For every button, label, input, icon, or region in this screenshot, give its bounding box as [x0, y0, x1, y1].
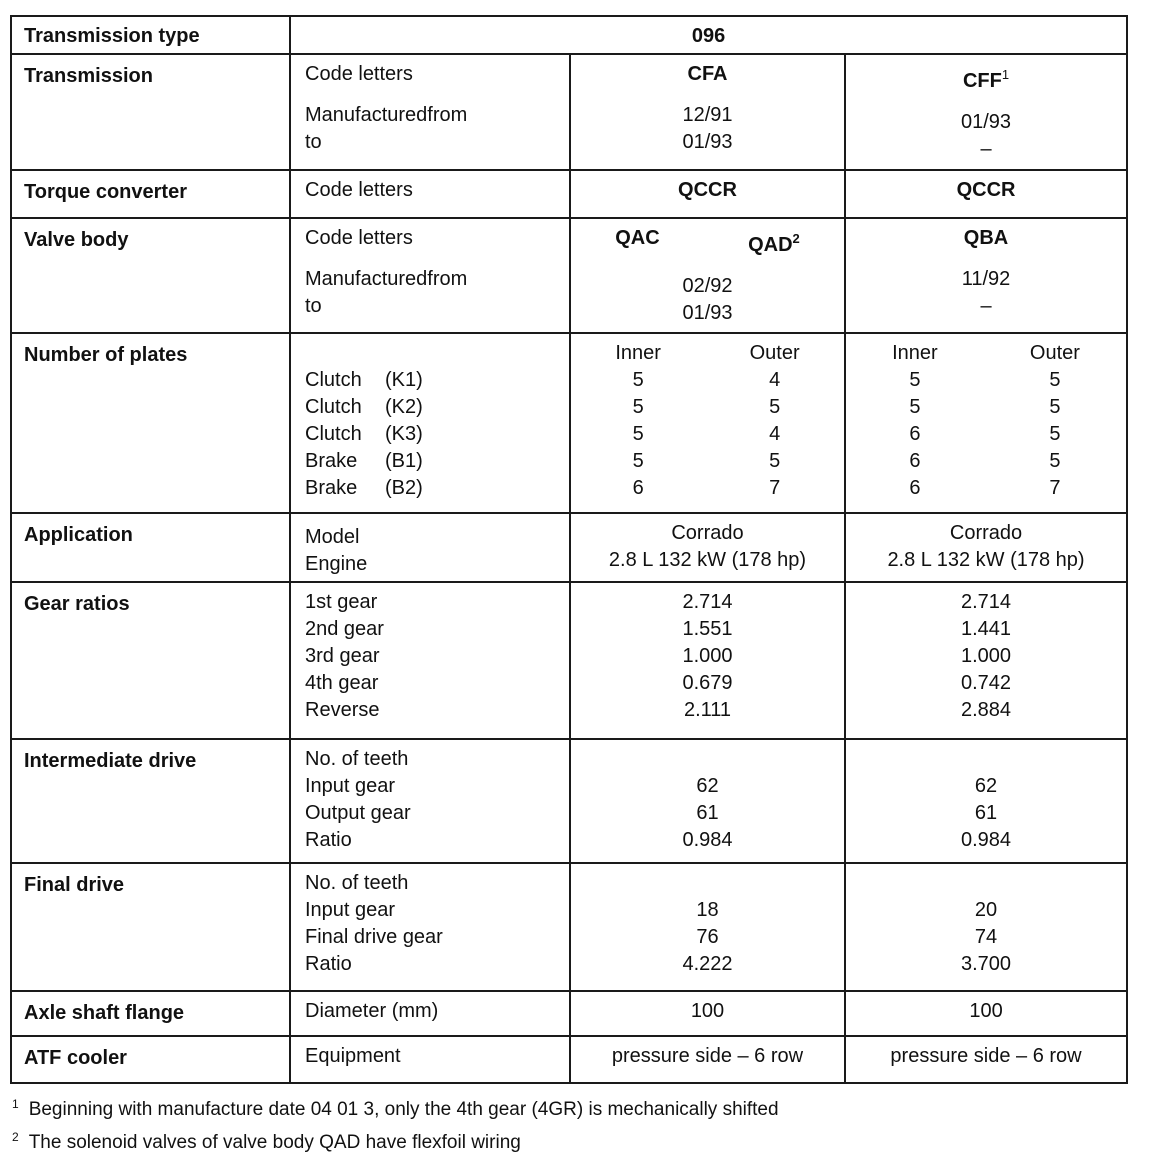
transmission-col2 [845, 54, 1127, 170]
plate-value: 5 [769, 449, 781, 472]
transmission-type-label: Transmission type [11, 16, 290, 54]
cff-to: – [980, 138, 992, 161]
plate-value: 5 [909, 368, 921, 391]
plate-value: 6 [909, 476, 921, 499]
plate-value: 5 [1049, 368, 1061, 391]
atf-cooler-label: Equipment [290, 1036, 570, 1083]
cff-from: 01/93 [960, 111, 1012, 134]
axle-flange-title: Axle shaft flange [11, 991, 290, 1036]
plates-col2 [845, 333, 1127, 514]
plate-value: 5 [909, 395, 921, 418]
atf-cooler-title: ATF cooler [11, 1036, 290, 1083]
cfa-to: 01/93 [682, 131, 733, 154]
drive-value: 20 [974, 899, 998, 922]
footnote-text: Beginning with manufacture date 04 01 3, only the 4th gear (4GR) is mechanically shifted [28, 1099, 779, 1120]
row-transmission [11, 54, 1127, 170]
engine-value: 2.8 L 132 kW (178 hp) [608, 549, 807, 572]
transmission-title: Transmission [11, 54, 290, 170]
row-transmission-type [11, 16, 1127, 54]
drive-value: 62 [974, 774, 998, 797]
gear-label: 4th gear [305, 671, 379, 694]
inner-header: Inner [892, 341, 938, 364]
gear-label: Reverse [305, 698, 380, 721]
drive-value: 18 [696, 899, 719, 922]
outer-header: Outer [1029, 341, 1080, 364]
plates-labels [290, 333, 570, 514]
torque-converter-title: Torque converter [11, 170, 290, 217]
code-qac: QAC [615, 226, 660, 249]
drive-value: 4.222 [682, 953, 733, 976]
plate-value: 6 [632, 476, 644, 499]
gear-ratio-labels [290, 582, 570, 739]
code-qad: QAD [748, 233, 793, 256]
drive-value: 62 [696, 774, 719, 797]
gear-ratio: 1.000 [682, 644, 733, 667]
plate-value: 7 [769, 476, 781, 499]
axle-flange-label: Diameter (mm) [290, 991, 570, 1036]
final-drive-labels [290, 863, 570, 990]
row-application [11, 513, 1127, 581]
plates-code: (B1) [385, 449, 423, 472]
plates-kind: Clutch [305, 395, 362, 418]
footnote-1 [12, 1097, 779, 1121]
intermediate-col2 [845, 739, 1127, 863]
row-torque-converter [11, 170, 1127, 217]
drive-label: Ratio [305, 953, 352, 976]
torque-converter-col2: QCCR [845, 170, 1127, 217]
valve-col1-from: 02/92 [682, 274, 733, 297]
valve-body-title: Valve body [11, 218, 290, 333]
footnote-number: 2 [12, 1130, 19, 1144]
valve-from-label: Manufacturedfrom [305, 267, 468, 290]
row-valve-body [11, 218, 1127, 333]
gear-ratios-col1 [570, 582, 845, 739]
engine-value: 2.8 L 132 kW (178 hp) [887, 549, 1085, 572]
gear-ratio: 1.000 [960, 644, 1012, 667]
valve-col1-to: 01/93 [682, 301, 733, 324]
final-drive-title: Final drive [11, 863, 290, 990]
engine-label: Engine [305, 553, 368, 576]
intermediate-labels [290, 739, 570, 863]
application-col1 [570, 513, 845, 581]
atf-cooler-col2: pressure side – 6 row [845, 1036, 1127, 1083]
axle-flange-col2: 100 [845, 991, 1127, 1036]
gear-ratio: 2.714 [682, 590, 733, 613]
plate-value: 5 [1049, 422, 1061, 445]
final-drive-col1 [570, 863, 845, 990]
teeth-label: No. of teeth [305, 747, 409, 770]
plate-value: 4 [769, 368, 781, 391]
gear-ratio: 0.679 [682, 671, 733, 694]
valve-to-label: to [305, 294, 322, 317]
footnote-2 [12, 1130, 521, 1154]
footnote-ref-2: 2 [792, 230, 800, 246]
valve-body-col2 [845, 218, 1127, 333]
cfa-from: 12/91 [682, 104, 733, 127]
row-atf-cooler [11, 1036, 1127, 1083]
drive-label: Output gear [305, 801, 411, 824]
outer-header: Outer [749, 341, 800, 364]
plates-code: (K2) [385, 395, 423, 418]
application-col2 [845, 513, 1127, 581]
drive-value: 3.700 [960, 953, 1012, 976]
gear-ratio: 2.714 [960, 590, 1012, 613]
application-title: Application [11, 513, 290, 581]
gear-label: 2nd gear [305, 617, 384, 640]
gear-ratio: 1.551 [682, 617, 733, 640]
row-final-drive [11, 863, 1127, 990]
final-drive-col2 [845, 863, 1127, 990]
axle-flange-col1: 100 [570, 991, 845, 1036]
plate-value: 6 [909, 422, 921, 445]
plate-value: 5 [632, 368, 644, 391]
plates-kind: Clutch [305, 368, 362, 391]
gear-label: 3rd gear [305, 644, 380, 667]
gear-ratios-col2 [845, 582, 1127, 739]
gear-ratio: 0.742 [960, 671, 1012, 694]
gear-ratio: 2.884 [960, 698, 1012, 721]
teeth-label: No. of teeth [305, 872, 409, 895]
gear-ratio: 2.111 [683, 698, 732, 721]
footnote-ref-1: 1 [1001, 67, 1010, 83]
model-value: Corrado [949, 522, 1023, 545]
plate-value: 5 [769, 395, 781, 418]
code-cfa: CFA [687, 63, 728, 86]
row-number-of-plates [11, 333, 1127, 514]
model-value: Corrado [671, 522, 744, 545]
torque-converter-col1: QCCR [570, 170, 845, 217]
code-qba: QBA [963, 226, 1009, 249]
plate-value: 5 [1049, 449, 1061, 472]
intermediate-drive-title: Intermediate drive [11, 739, 290, 863]
atf-cooler-col1: pressure side – 6 row [570, 1036, 845, 1083]
drive-label: Final drive gear [305, 926, 443, 949]
valve-col2-from: 11/92 [961, 267, 1011, 290]
plates-title: Number of plates [11, 333, 290, 514]
plate-value: 5 [1049, 395, 1061, 418]
code-letters-label: Code letters [305, 63, 413, 86]
model-label: Model [305, 526, 360, 549]
transmission-labels [290, 54, 570, 170]
inner-header: Inner [615, 341, 661, 364]
row-axle-shaft-flange [11, 991, 1127, 1036]
plates-code: (K3) [385, 422, 423, 445]
code-cff: CFF [962, 70, 1002, 93]
gear-label: 1st gear [305, 590, 378, 613]
mfg-from-label: Manufacturedfrom [305, 104, 468, 127]
mfg-to-label: to [305, 131, 322, 154]
plates-kind: Clutch [305, 422, 362, 445]
plates-kind: Brake [305, 476, 358, 499]
plates-code: (B2) [385, 476, 423, 499]
plate-value: 5 [632, 395, 644, 418]
intermediate-col1 [570, 739, 845, 863]
transmission-col1 [570, 54, 845, 170]
plates-kind: Brake [305, 449, 358, 472]
footnote-number: 1 [12, 1097, 19, 1111]
drive-value: 0.984 [682, 828, 733, 851]
plate-value: 5 [632, 422, 644, 445]
drive-value: 74 [974, 926, 998, 949]
valve-body-labels [290, 218, 570, 333]
drive-label: Ratio [305, 828, 352, 851]
gear-ratio: 1.441 [960, 617, 1012, 640]
gear-ratios-title: Gear ratios [11, 582, 290, 739]
torque-converter-label: Code letters [290, 170, 570, 217]
plate-value: 7 [1049, 476, 1061, 499]
drive-value: 61 [974, 801, 998, 824]
transmission-type-value: 096 [290, 16, 1127, 54]
row-gear-ratios [11, 582, 1127, 739]
plate-value: 6 [909, 449, 921, 472]
valve-body-col1 [570, 218, 845, 333]
valve-col2-to: – [980, 294, 992, 317]
plates-code: (K1) [385, 368, 423, 391]
footnote-text: The solenoid valves of valve body QAD have flexfoil wiring [28, 1132, 521, 1153]
drive-value: 0.984 [960, 828, 1012, 851]
valve-code-label: Code letters [305, 226, 413, 249]
application-labels [290, 513, 570, 581]
drive-value: 61 [696, 801, 719, 824]
drive-value: 76 [696, 926, 719, 949]
drive-label: Input gear [305, 899, 396, 922]
drive-label: Input gear [305, 774, 396, 797]
transmission-spec-table [10, 15, 1128, 1084]
plate-value: 5 [632, 449, 644, 472]
plates-col1 [570, 333, 845, 514]
plate-value: 4 [769, 422, 781, 445]
row-intermediate-drive [11, 739, 1127, 863]
